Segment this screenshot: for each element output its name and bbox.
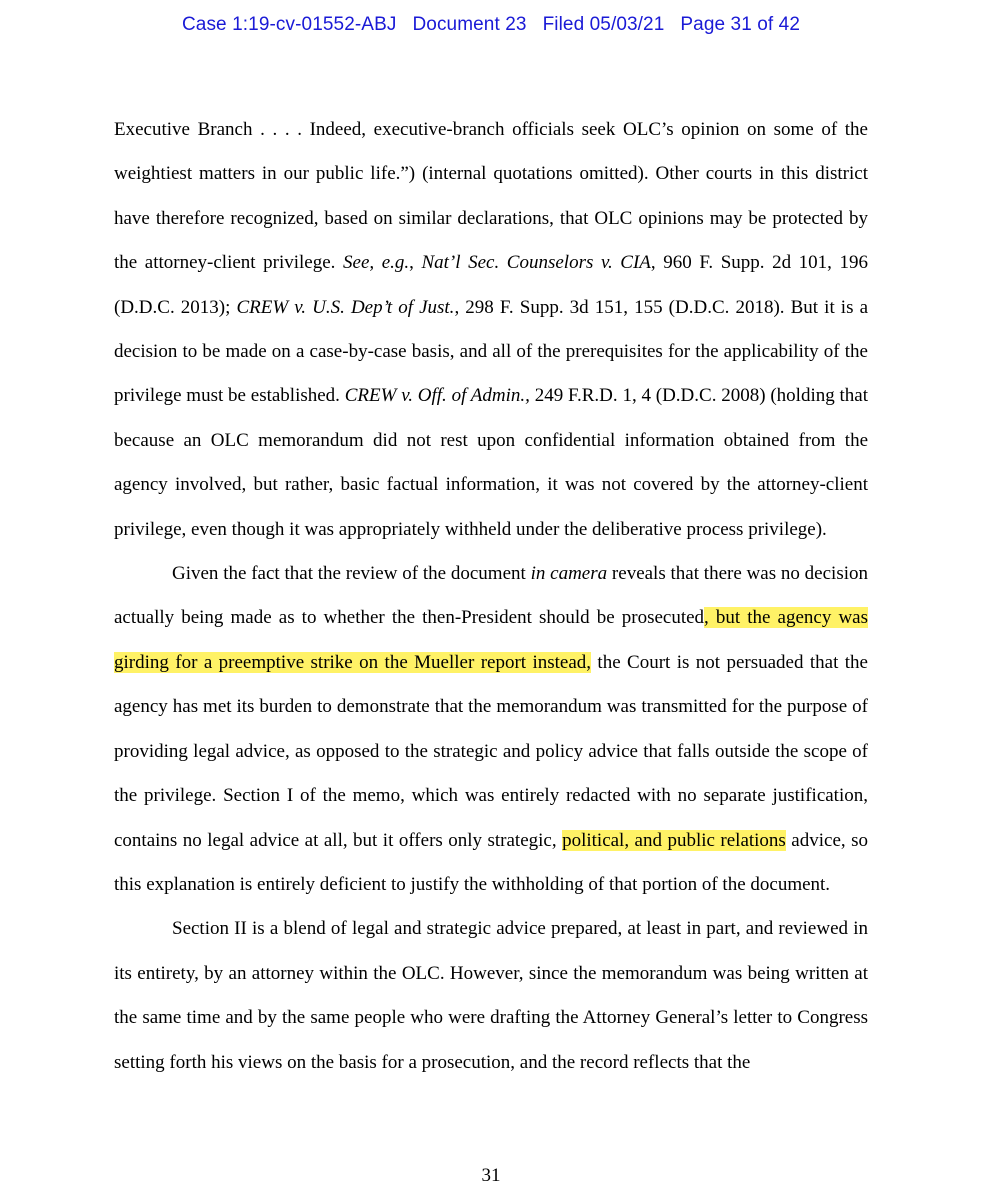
case-number: Case 1:19-cv-01552-ABJ (181, 14, 397, 35)
page-of-total: Page 31 of 42 (680, 14, 801, 35)
paragraph-2-text-4: advice, so this explanation is entirely deficient to justify the withholding of that portion of the document. (114, 829, 868, 895)
citation-crew-doj: CREW v. U.S. Dep’t of Just. (236, 296, 455, 318)
document-number: Document 23 (412, 14, 527, 35)
paragraph-2 (114, 552, 868, 907)
paragraph-2-text-3: the Court is not persuaded that the agency has met its burden to demonstrate that the memorandum was transmitted for the purpose of providing legal advice, as opposed to the strategic and policy advice that falls outside the scope of the privilege. Section I of the memo, which was entirely redacted with no separate justification, contains no legal advice at all, but it offers only strategic, (114, 651, 868, 851)
paragraph-1-text-4: , 298 F. Supp. 3d 151, 155 (D.D.C. 2018). But it is a decision to be made on a case-by-case basis, and all of the prerequisites for the applicability of the privilege must be established. (114, 296, 869, 407)
paragraph-1-text-1: Executive Branch . . . . Indeed, executive-branch officials seek OLC’s opinion on some of the weightiest matters in our public life.”) (internal quotations omitted). Other courts in this district have therefore recognized, based on similar declarations, that OLC opinions may be protected by the attorney-client privilege. (114, 119, 868, 274)
paragraph-1-text-2: , (409, 252, 422, 274)
italic-in-camera: in camera (530, 563, 608, 585)
citation-see-eg: See, e.g. (343, 252, 410, 274)
citation-natl-sec-counselors: Nat’l Sec. Counselors v. CIA (421, 252, 651, 274)
document-body (114, 108, 868, 1085)
paragraph-2-text-1: Given the fact that the review of the document (172, 563, 531, 585)
paragraph-1 (114, 108, 868, 552)
paragraph-2-text-2: reveals that there was no decision actually being made as to whether the then-President should be prosecuted (114, 563, 868, 629)
highlight-preemptive-strike: , but the agency was girding for a preemptive strike on the Mueller report instead, (114, 607, 868, 673)
paragraph-1-text-3: , 960 F. Supp. 2d 101, 196 (D.D.C. 2013); (114, 252, 868, 318)
highlight-public-relations: political, and public relations (562, 829, 786, 851)
filed-date: Filed 05/03/21 (542, 14, 665, 35)
page-number: 31 (481, 1165, 501, 1186)
paragraph-3 (114, 907, 868, 1085)
paragraph-1-text-5: 249 F.R.D. 1, 4 (D.D.C. 2008) (holding that because an OLC memorandum did not rest upon confidential information obtained from the agency involved, but rather, basic factual information, it was not covered by the attorney-client privilege, even though it was appropriately withheld under the deliberative process privilege). (114, 385, 868, 540)
case-header (0, 14, 982, 36)
citation-crew-off-admin: CREW v. Off. of Admin., (344, 385, 530, 407)
paragraph-3-text-1: Section II is a blend of legal and strategic advice prepared, at least in part, and reviewed in its entirety, by an attorney within the OLC. However, since the memorandum was being written at the same time and by the same people who were drafting the Attorney General’s letter to Congress setting forth his views on the basis for a prosecution, and the record reflects that the (114, 918, 868, 1073)
